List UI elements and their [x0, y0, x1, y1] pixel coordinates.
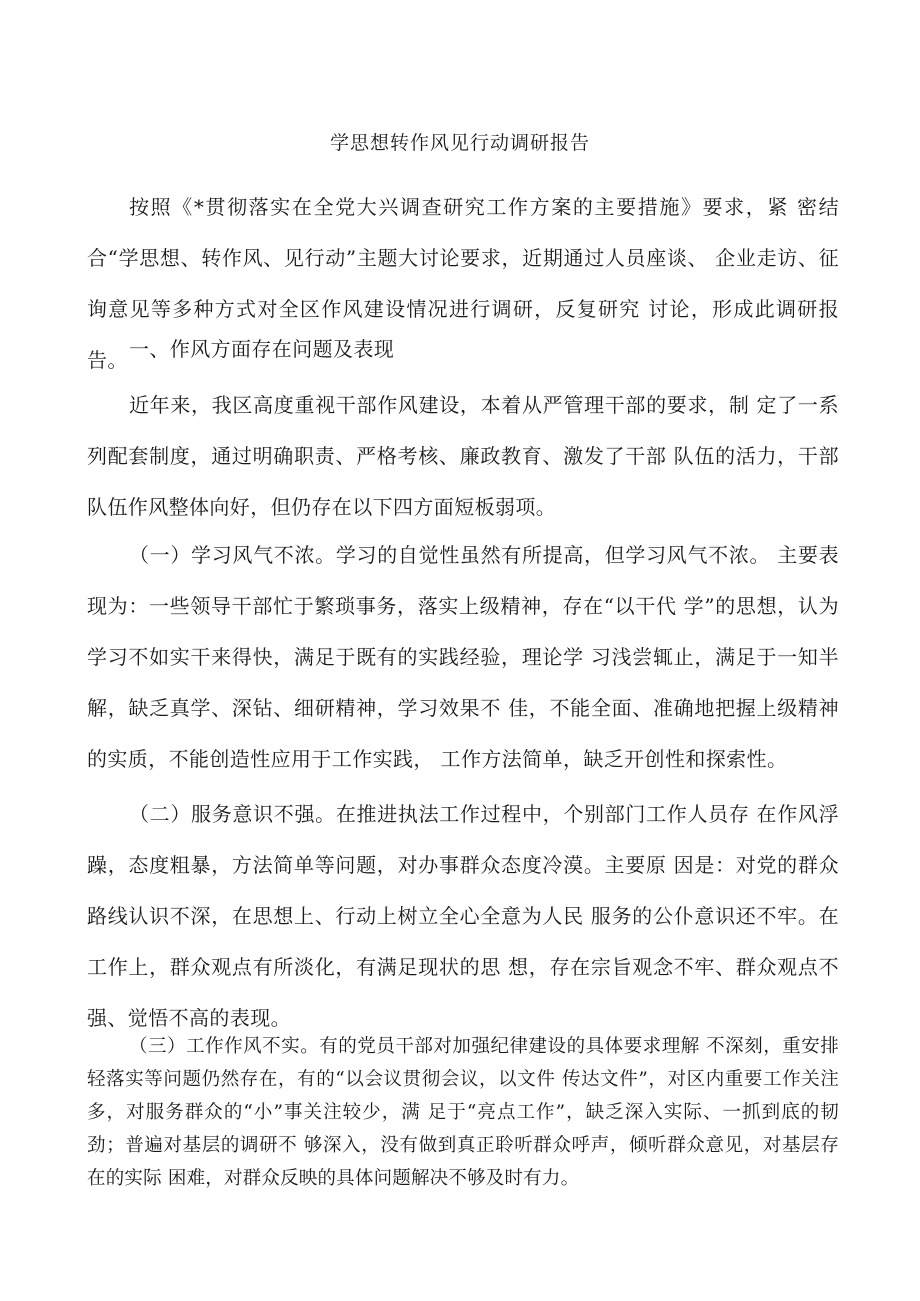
paragraph-intro: 按照《*贯彻落实在全党大兴调查研究工作方案的主要措施》要求，紧 密结合“学思想、转作风、见行动”主题大讨论要求，近期通过人员座谈、 企业走访、征询意见等多种方式对全区作风建设情况进行调研，反复研究 讨论，形成此调研报告。	[87, 195, 839, 372]
paragraph-overview: 近年来，我区高度重视干部作风建设，本着从严管理干部的要求，制 定了一系列配套制度，通过明确职责、严格考核、廉政教育、激发了干部 队伍的活力，干部队伍作风整体向好，但仍存在以下四方面短板弱项。	[87, 393, 839, 519]
document-title: 学思想转作风见行动调研报告	[329, 132, 590, 154]
paragraph-study-atmosphere: （一）学习风气不浓。学习的自觉性虽然有所提高，但学习风气不浓。 主要表现为：一些领导干部忙于繁琐事务，落实上级精神，存在“以干代 学”的思想，认为学习不如实干来得快，满足于既有的实践经验，理论学 习浅尝辄止，满足于一知半解，缺乏真学、深钻、细研精神，学习效果不 佳，不能全面、准确地把握上级精神的实质，不能创造性应用于工作实践， 工作方法简单，缺乏开创性和探索性。	[87, 543, 839, 771]
section-heading-problems: 一、作风方面存在问题及表现	[129, 337, 395, 361]
paragraph-service-awareness: （二）服务意识不强。在推进执法工作过程中，个别部门工作人员存 在作风浮躁，态度粗暴，方法简单等问题，对办事群众态度冷漠。主要原 因是：对党的群众路线认识不深，在思想上、行动上树立全心全意为人民 服务的公仆意识还不牢。在工作上，群众观点有所淡化，有满足现状的思 想，存在宗旨观念不牢、群众观点不强、觉悟不高的表现。	[87, 802, 839, 1030]
paragraph-work-style: （三）工作作风不实。有的党员干部对加强纪律建设的具体要求理解 不深刻，重安排轻落实等问题仍然存在，有的“以会议贯彻会议，以文件 传达文件”，对区内重要工作关注多，对服务群众的“小”事关注较少，满 足于“亮点工作”，缺乏深入实际、一抓到底的韧劲；普遍对基层的调研不 够深入，没有做到真正聆听群众呼声，倾听群众意见，对基层存在的实际 困难，对群众反映的具体问题解决不够及时有力。	[87, 1036, 839, 1189]
